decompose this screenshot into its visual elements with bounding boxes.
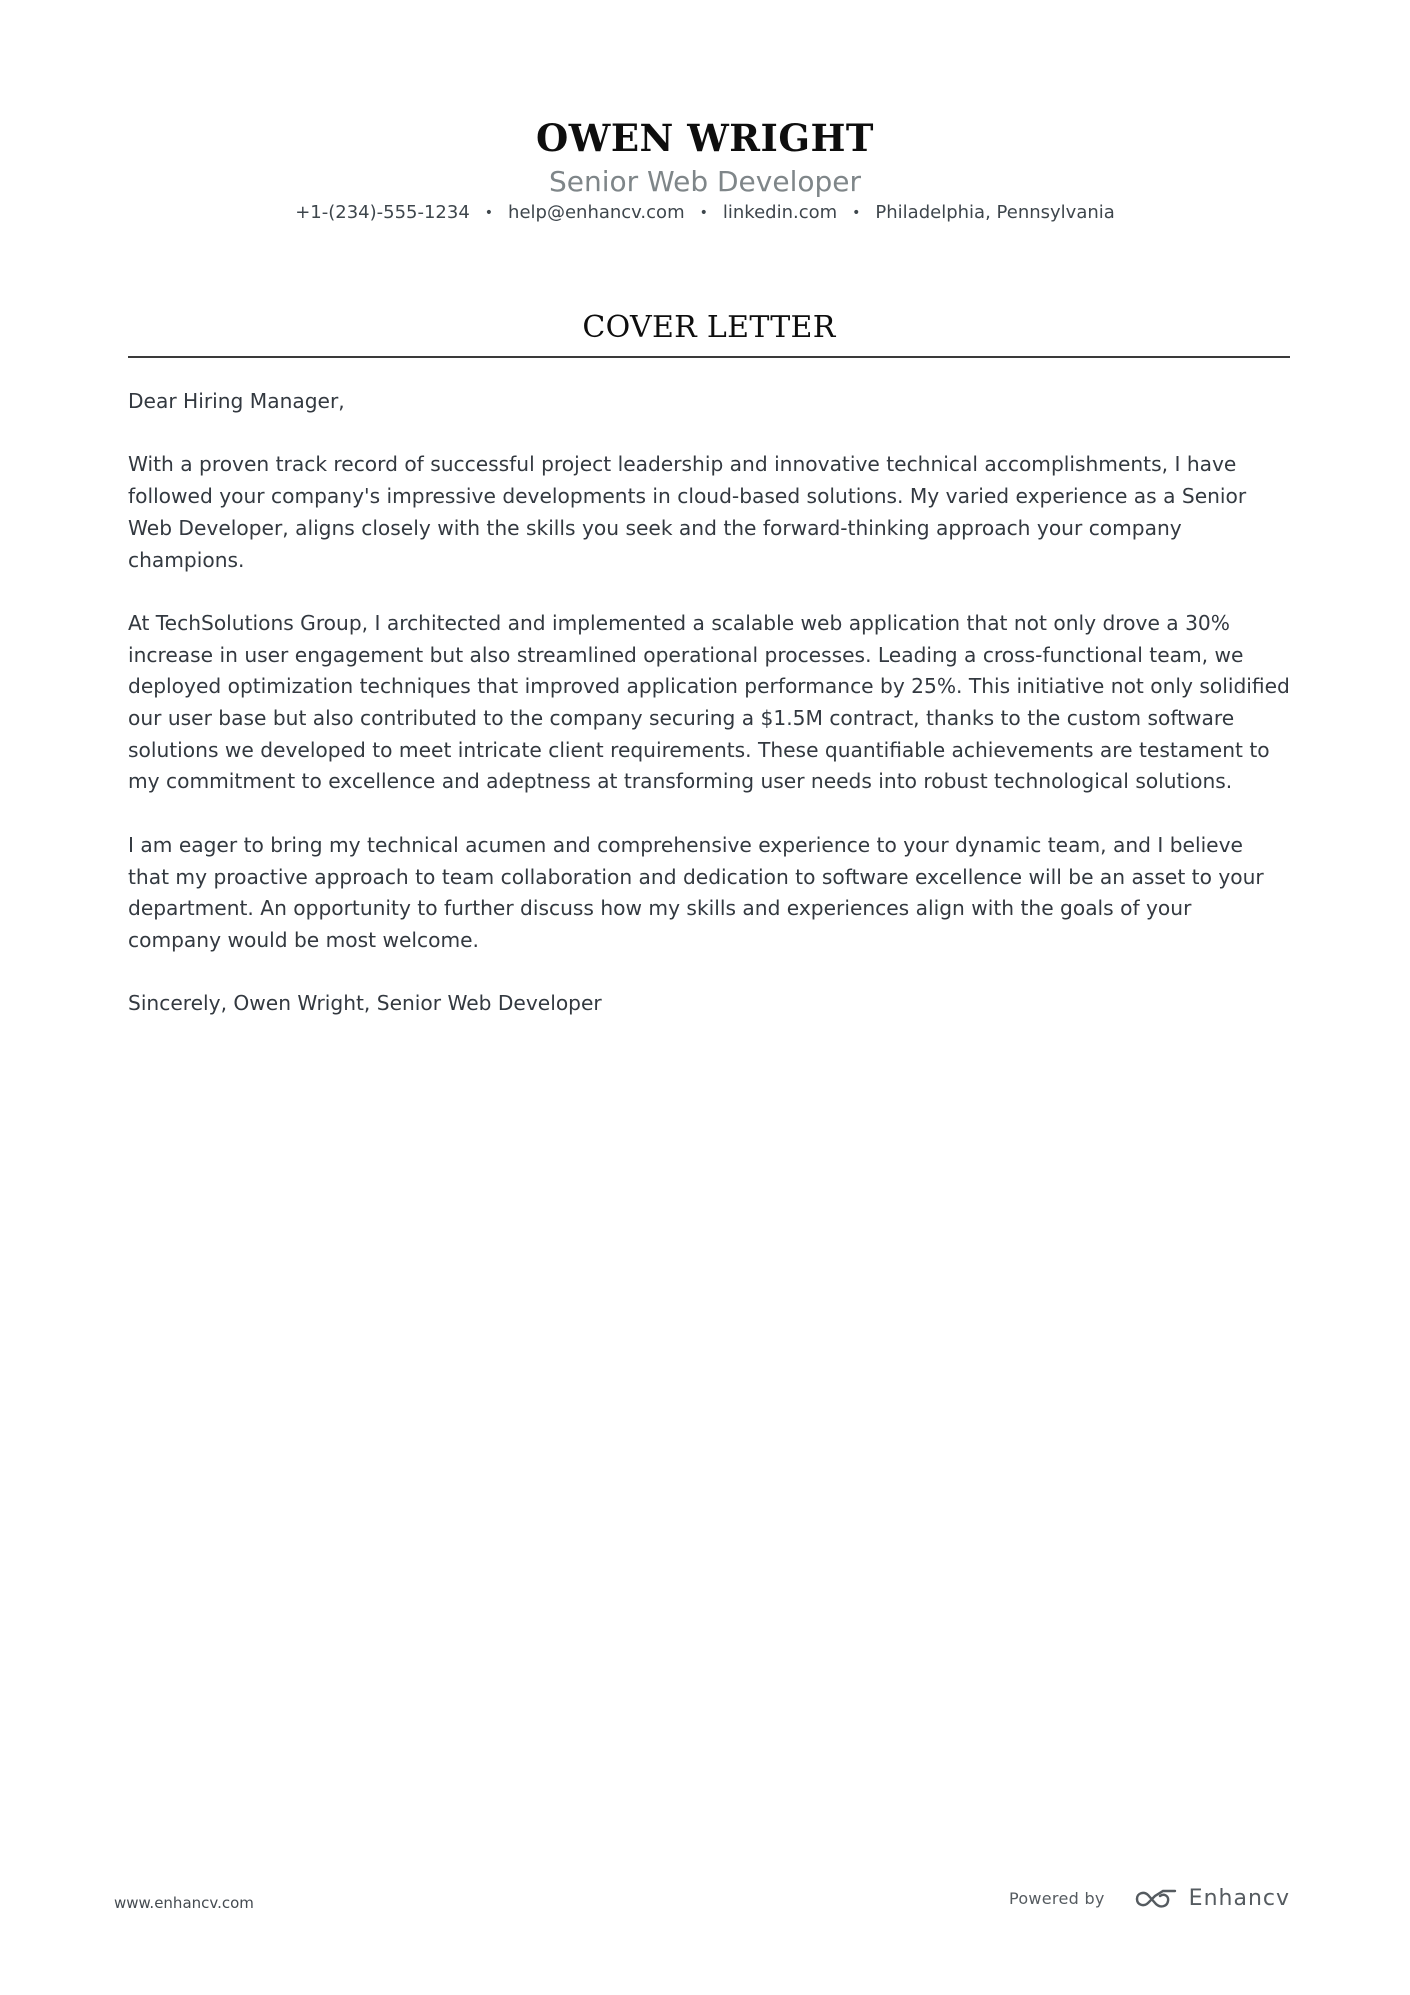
contact-separator: • <box>852 205 861 221</box>
contact-separator: • <box>699 205 708 221</box>
letter-closing: Sincerely, Owen Wright, Senior Web Developer <box>128 991 602 1016</box>
footer-branding <box>1009 1886 1290 1911</box>
contact-linkedin[interactable]: linkedin.com <box>722 202 838 223</box>
brand-logo[interactable] <box>1133 1886 1290 1911</box>
letter-paragraph: At TechSolutions Group, I architected and implemented a scalable web application that not only drove a 30% increase in user engagement but also streamlined operational processes. Leading a cross-functional team, we deployed optimization techniques that improved application performance by 25%. This initiative not only solidified our user base but also contributed to the company securing a $1.5M contract, thanks to the custom software solutions we developed to meet intricate client requirements. These quantifiable achievements are testament to my commitment to excellence and adeptness at transforming user needs into robust technological solutions. <box>128 610 1290 794</box>
powered-by-label: Powered by <box>1008 1889 1105 1908</box>
contact-location: Philadelphia, Pennsylvania <box>875 202 1115 223</box>
enhancv-logo-icon <box>1133 1887 1179 1911</box>
candidate-name: OWEN WRIGHT <box>536 116 874 160</box>
letter-paragraph: I am eager to bring my technical acumen and comprehensive experience to your dynamic team, and I believe that my proactive approach to team collaboration and dedication to software excellence will be an asset to your department. An opportunity to further discuss how my skills and experiences align with the goals of your company would be most welcome. <box>128 832 1264 952</box>
letter-greeting: Dear Hiring Manager, <box>128 389 345 413</box>
letter-body <box>128 386 1290 1052</box>
resume-header <box>0 112 1410 226</box>
contact-email[interactable]: help@enhancv.com <box>508 202 685 223</box>
brand-name: Enhancv <box>1188 1886 1290 1911</box>
footer-website[interactable]: www.enhancv.com <box>114 1894 254 1912</box>
section-title: COVER LETTER <box>582 310 836 345</box>
contact-line <box>0 200 1410 226</box>
candidate-title: Senior Web Developer <box>548 165 862 198</box>
letter-paragraph: With a proven track record of successful project leadership and innovative technical accomplishments, I have followed your company's impressive developments in cloud-based solutions. My varied experience as a Senior Web Developer, aligns closely with the skills you seek and the forward-thinking approach your company champions. <box>128 452 1247 572</box>
contact-separator: • <box>484 205 494 221</box>
contact-phone: +1-(234)-555-1234 <box>295 202 470 223</box>
section-divider <box>128 356 1290 358</box>
